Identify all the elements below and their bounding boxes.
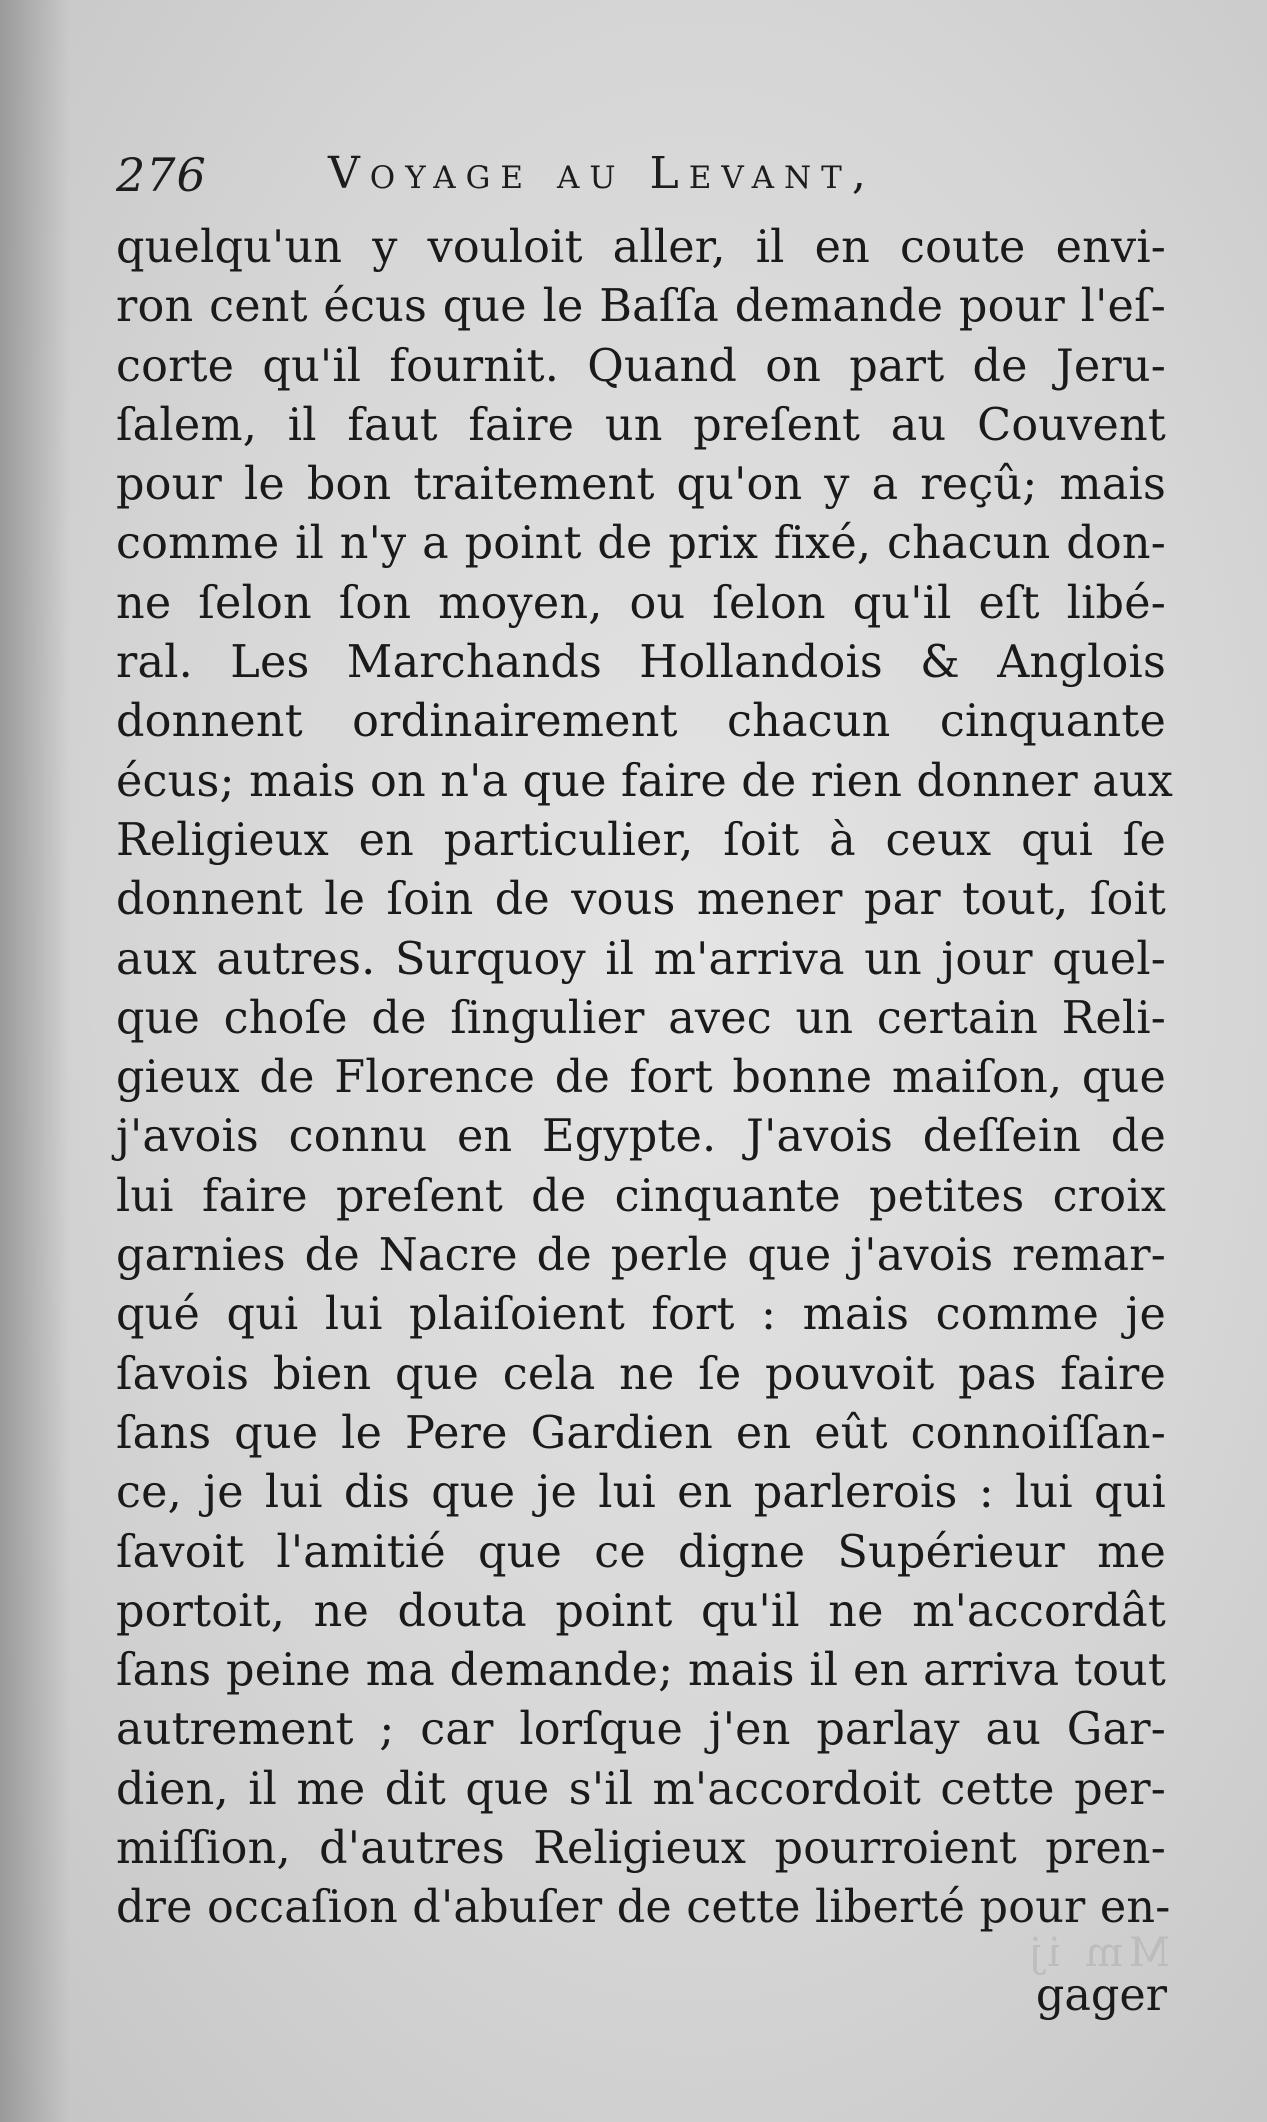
bleed-through-signature: Mm ij xyxy=(1023,1930,1170,1976)
body-text xyxy=(116,218,1174,1938)
text-line: lui faire preſent de cinquante petites croix xyxy=(116,1170,1166,1222)
text-line: j'avois connu en Egypte. J'avois deſſein de xyxy=(116,1111,1166,1163)
catchword: gager xyxy=(1035,1970,1167,2021)
page-number: 276 xyxy=(116,148,207,202)
page-header xyxy=(116,148,1176,228)
running-title: Voyage au Levant, xyxy=(328,148,876,199)
text-line: ral. Les Marchands Hollandois & Anglois xyxy=(116,637,1166,689)
text-line: gieux de Florence de fort bonne maiſon, que xyxy=(116,1052,1166,1104)
text-line: ſans que le Pere Gardien en eût connoiſſan- xyxy=(116,1407,1166,1459)
text-line: ce, je lui dis que je lui en parlerois : lui qui xyxy=(116,1467,1166,1519)
text-line: ron cent écus que le Baſſa demande pour l'eſ- xyxy=(116,281,1166,333)
text-line: dien, il me dit que s'il m'accordoit cette per- xyxy=(116,1763,1166,1815)
text-line: miſſion, d'autres Religieux pourroient pren- xyxy=(116,1823,1166,1875)
text-line: corte qu'il fournit. Quand on part de Jeru- xyxy=(116,340,1166,392)
text-line: qué qui lui plaiſoient fort : mais comme je xyxy=(116,1289,1166,1341)
text-line: autrement ; car lorſque j'en parlay au Gar- xyxy=(116,1704,1166,1756)
text-line: ſans peine ma demande; mais il en arriva tout xyxy=(116,1645,1166,1697)
text-line: pour le bon traitement qu'on y a reçû; mais xyxy=(116,459,1166,511)
text-line: ſalem, il faut faire un preſent au Couvent xyxy=(116,399,1166,451)
text-line: écus; mais on n'a que faire de rien donner aux xyxy=(116,755,1174,807)
text-line: garnies de Nacre de perle que j'avois remar- xyxy=(116,1230,1166,1282)
text-line: donnent le ſoin de vous mener par tout, ſoit xyxy=(116,874,1166,926)
text-line: que choſe de ſingulier avec un certain Reli- xyxy=(116,992,1166,1044)
gutter-shadow xyxy=(0,0,70,2122)
text-line: ſavois bien que cela ne ſe pouvoit pas faire xyxy=(116,1348,1166,1400)
text-line: ne ſelon ſon moyen, ou ſelon qu'il eſt libé- xyxy=(116,577,1166,629)
text-line: ſavoit l'amitié que ce digne Supérieur me xyxy=(116,1526,1166,1578)
text-line: portoit, ne douta point qu'il ne m'accordât xyxy=(116,1585,1166,1637)
text-line: aux autres. Surquoy il m'arriva un jour quel- xyxy=(116,933,1166,985)
text-line: dre occaſion d'abuſer de cette liberté pour en- xyxy=(116,1882,1171,1934)
text-line: Religieux en particulier, ſoit à ceux qui ſe xyxy=(116,814,1166,866)
text-line: quelqu'un y vouloit aller, il en coute envi- xyxy=(116,222,1166,273)
text-line: comme il n'y a point de prix fixé, chacun don- xyxy=(116,518,1166,570)
text-line: donnent ordinairement chacun cinquante xyxy=(116,696,1166,748)
